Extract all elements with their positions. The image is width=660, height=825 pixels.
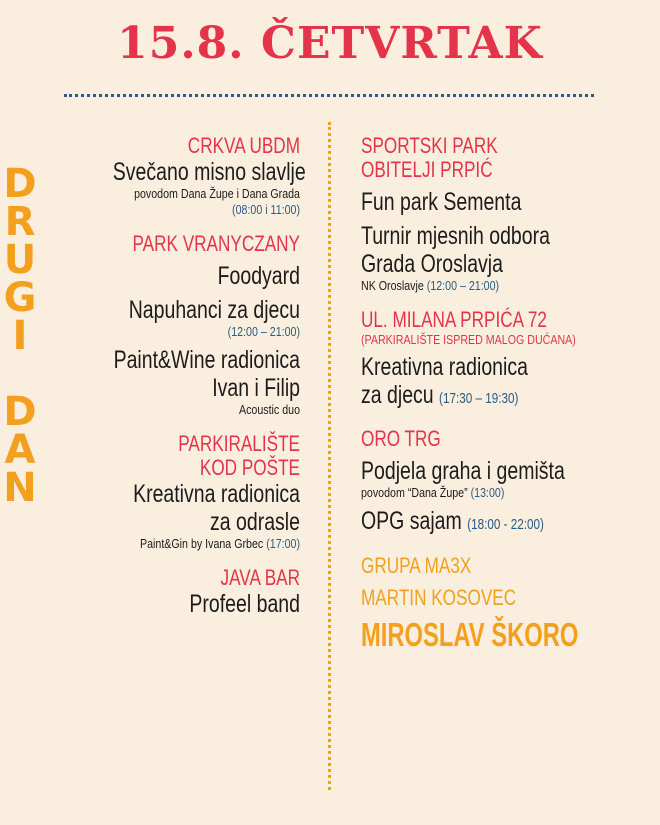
music-lineup [361, 553, 641, 653]
event-name: Foodyard [217, 262, 300, 290]
side-letter: A [4, 427, 36, 473]
event-name: Kreativna radionica [133, 480, 300, 508]
venue-name: KOD POŠTE [199, 455, 300, 480]
event-note: povodom Dana Župe i Dana Grada [134, 186, 300, 201]
venue-name: SPORTSKI PARK [361, 133, 498, 158]
event-name: Profeel band [189, 590, 300, 618]
side-letter: U [3, 237, 37, 283]
side-letter: I [12, 313, 28, 359]
event-time: (12:00 – 21:00) [227, 324, 300, 339]
venue-block-crkva [60, 133, 306, 218]
side-vertical-text [0, 161, 40, 511]
side-letter: D [3, 389, 37, 435]
venue-subtitle: (PARKIRALIŠTE ISPRED MALOG DUĆANA) [361, 332, 576, 347]
event-name: za odrasle [210, 508, 300, 536]
venue-name: CRKVA UBDM [187, 133, 300, 158]
event-name: Paint&Wine radionica [113, 346, 300, 374]
left-column [60, 133, 306, 632]
event-note: NK Oroslavje (12:00 – 21:00) [361, 278, 500, 293]
performer-name: MARTIN KOSOVEC [361, 585, 517, 610]
side-letter: N [3, 465, 37, 511]
venue-name: ORO TRG [361, 426, 441, 451]
event-name: za djecu (17:30 – 19:30) [361, 381, 519, 409]
venue-block-oro [361, 427, 641, 539]
venue-name: PARKIRALIŠTE [178, 431, 300, 456]
venue-block-java [60, 566, 300, 618]
side-letter: G [3, 275, 37, 321]
event-note: povodom “Dana Župe” (13:00) [361, 485, 505, 500]
event-name: OPG sajam (18:00 - 22:00) [361, 507, 544, 535]
venue-block-parking [60, 432, 300, 552]
title-divider [64, 94, 594, 97]
event-name: Grada Oroslavja [361, 250, 503, 278]
side-letter: R [4, 199, 36, 245]
event-name: Svečano misno slavlje [112, 158, 306, 186]
event-name: Kreativna radionica [361, 353, 528, 381]
event-name: Napuhanci za djecu [128, 296, 300, 324]
venue-block-ul [361, 308, 641, 413]
side-letter: D [3, 161, 37, 207]
venue-name: JAVA BAR [220, 565, 300, 590]
event-name: Ivan i Filip [212, 374, 300, 402]
right-column [361, 134, 641, 667]
venue-block-sport [361, 134, 641, 294]
event-note: Acoustic duo [238, 402, 300, 417]
performer-name: GRUPA MA3X [361, 553, 472, 578]
venue-block-park [60, 232, 300, 418]
event-note: Paint&Gin by Ivana Grbec (17:00) [139, 536, 300, 551]
headliner-name: MIROSLAV ŠKORO [361, 616, 579, 653]
event-name: Podjela graha i gemišta [361, 457, 565, 485]
venue-name: OBITELJI PRPIĆ [361, 157, 493, 182]
event-name: Turnir mjesnih odbora [361, 222, 550, 250]
event-name: Fun park Sementa [361, 188, 522, 216]
venue-name: PARK VRANYCZANY [132, 231, 300, 256]
event-time: (08:00 i 11:00) [232, 202, 300, 217]
page-title: 15.8. ČETVRTAK [117, 18, 543, 69]
venue-name: UL. MILANA PRPIĆA 72 [361, 307, 547, 332]
column-divider [328, 122, 331, 790]
